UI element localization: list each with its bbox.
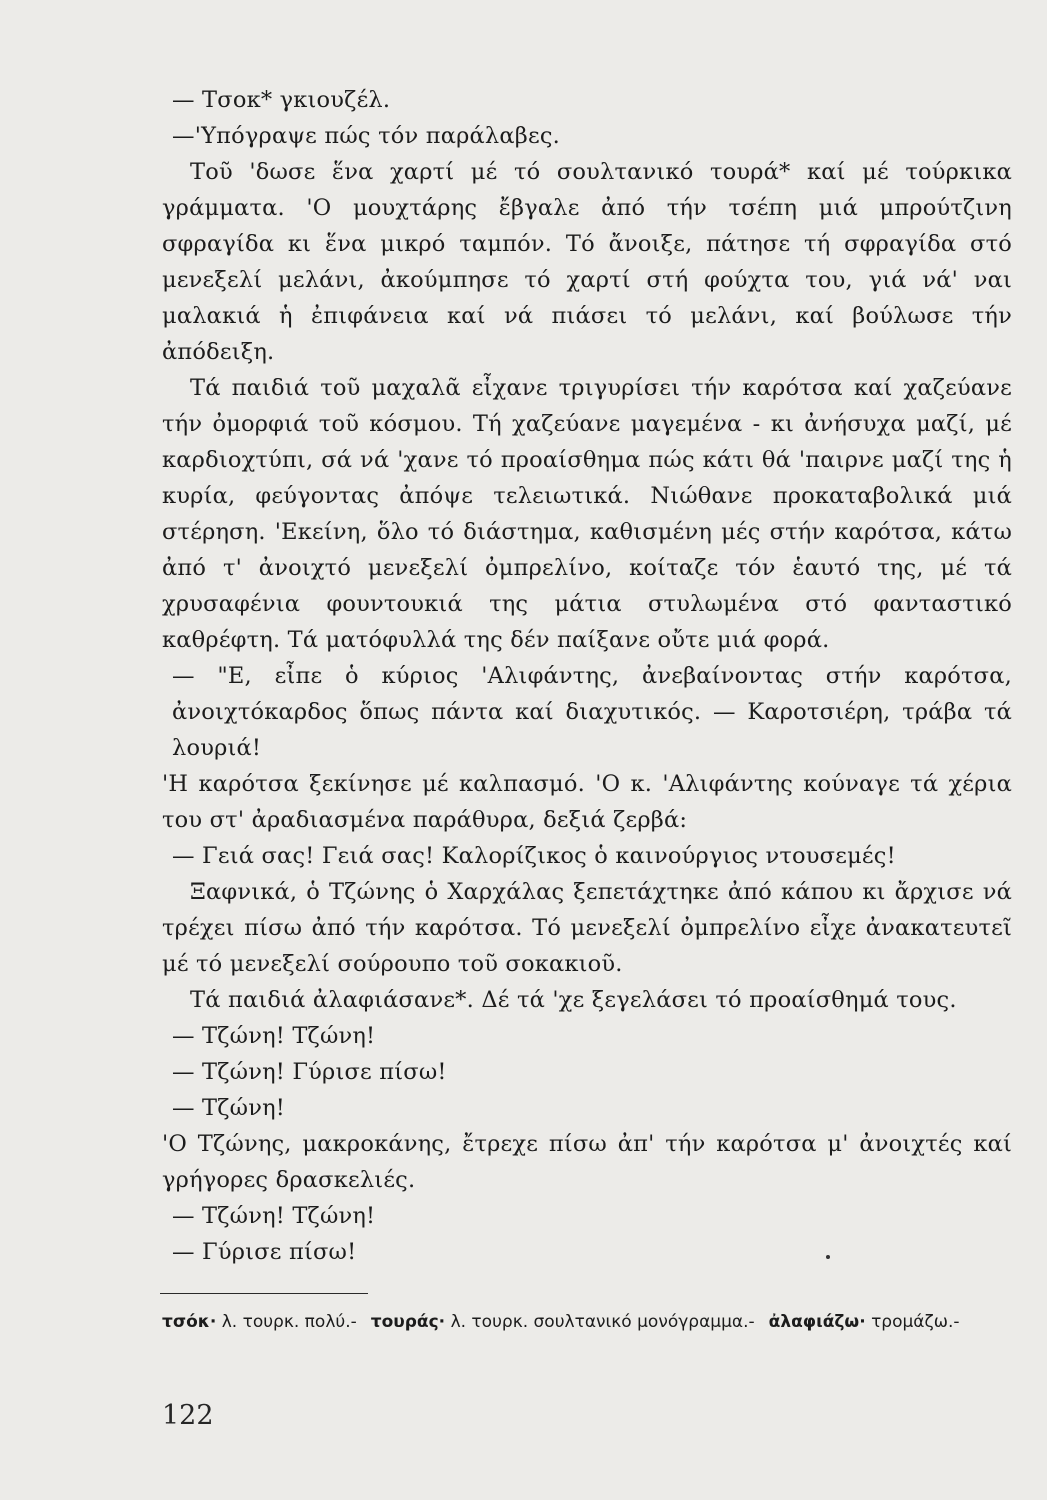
paragraph: Τά παιδιά τοῦ μαχαλᾶ εἶχανε τριγυρίσει τήν καρότσα καί χαζεύανε τήν ὀμορφιά τοῦ κόσμου. Τή χαζεύανε μαγεμένα - κι ἀνήσυχα μαζί, μέ καρδιοχτύπι, σά νά 'χανε τό προαίσθημα πώς κάτι θά 'παιρνε μαζί της ἡ κυρία, φεύγοντας ἀπόψε τελειωτικά. Νιώθανε προκαταβολικά μιά στέρηση. 'Εκείνη, ὅλο τό διάστημα, καθισμένη μές στήν καρότσα, κάτω ἀπό τ' ἀνοιχτό μενεξελί ὀμπρελίνο, κοίταζε τόν ἑαυτό της, μέ τά χρυσαφένια φουντουκιά της μάτια στυλωμένα στό φανταστικό καθρέφτη. Τά ματόφυλλά της δέν παίξανε οὔτε μιά φορά. — [162, 375, 1012, 653]
paragraph: 'Ο Τζώνης, μακροκάνης, ἔτρεχε πίσω ἀπ' τήν καρότσα μ' ἀνοιχτές καί γρήγορες δρασκελιές. — [162, 1131, 1012, 1193]
footnote-definition: τρομάζω.- — [871, 1312, 960, 1332]
footnote-term: τσόκ· — [162, 1312, 217, 1332]
paragraph: Ξαφνικά, ὁ Τζώνης ὁ Χαρχάλας ξεπετάχτηκε ἀπό κάπου κι ἄρχισε νά τρέχει πίσω ἀπό τήν καρότσα. Τό μενεξελί ὀμπρελίνο εἶχε ἀνακατευτεῖ μέ τό μενεξελί σούρουπο τοῦ σοκακιοῦ. — [162, 879, 1012, 977]
paragraph: — Γειά σας! Γειά σας! Καλορίζικος ὁ καινούργιος ντουσεμές! — [172, 843, 896, 869]
footnote — [371, 1312, 755, 1332]
paragraph: — Τζώνη! Τζώνη! — [172, 1023, 376, 1049]
paragraph: — Τζώνη! Τζώνη! — [172, 1203, 376, 1229]
paragraph: — Γύρισε πίσω! — [172, 1239, 357, 1265]
footnote-definition: λ. τουρκ. σουλτανικό μονόγραμμα.- — [450, 1312, 755, 1332]
footnote-definition: λ. τουρκ. πολύ.- — [221, 1312, 357, 1332]
paragraph: Τά παιδιά ἀλαφιάσανε*. Δέ τά 'χε ξεγελάσει τό προαίσθημά τους. — [190, 987, 957, 1013]
paragraph: — "Ε, εἶπε ὁ κύριος 'Αλιφάντης, ἀνεβαίνοντας στήν καρότσα, ἀνοιχτόκαρδος ὅπως πάντα καί διαχυτικός. — Καροτσιέρη, τράβα τά λουριά! — [172, 663, 1012, 761]
footnote-term: τουράς· — [370, 1312, 446, 1332]
paragraph: — Τζώνη! — [172, 1095, 286, 1121]
paragraph: — Τζώνη! Γύρισε πίσω! — [172, 1059, 447, 1085]
footnote-rule — [160, 1293, 368, 1294]
main-text — [162, 82, 1012, 1270]
footnotes — [162, 1308, 1012, 1337]
ink-dot — [826, 1255, 830, 1259]
footnote — [769, 1312, 960, 1332]
paragraph: — Τσοκ* γκιουζέλ. — [172, 87, 391, 113]
paragraph: —'Υπόγραψε πώς τόν παράλαβες. — [172, 123, 560, 149]
footnote-term: ἀλαφιάζω· — [768, 1312, 866, 1332]
page-number: 122 — [162, 1400, 214, 1431]
paragraph: 'Η καρότσα ξεκίνησε μέ καλπασμό. 'Ο κ. 'Αλιφάντης κούναγε τά χέρια του στ' ἀραδιασμένα παράθυρα, δεξιά ζερβά: — [162, 771, 1012, 833]
paragraph: Τοῦ 'δωσε ἕνα χαρτί μέ τό σουλτανικό τουρά* καί μέ τούρκικα γράμματα. 'Ο μουχτάρης ἔβγαλε ἀπό τήν τσέπη μιά μπρούτζινη σφραγίδα κι ἕνα μικρό ταμπόν. Τό ἄνοιξε, πάτησε τή σφραγίδα στό μενεξελί μελάνι, ἀκούμπησε τό χαρτί στή φούχτα του, γιά νά' ναι μαλακιά ἡ ἐπιφάνεια καί νά πιάσει τό μελάνι, καί βούλωσε τήν ἀπόδειξη. — [162, 159, 1012, 365]
footnote — [162, 1312, 357, 1332]
